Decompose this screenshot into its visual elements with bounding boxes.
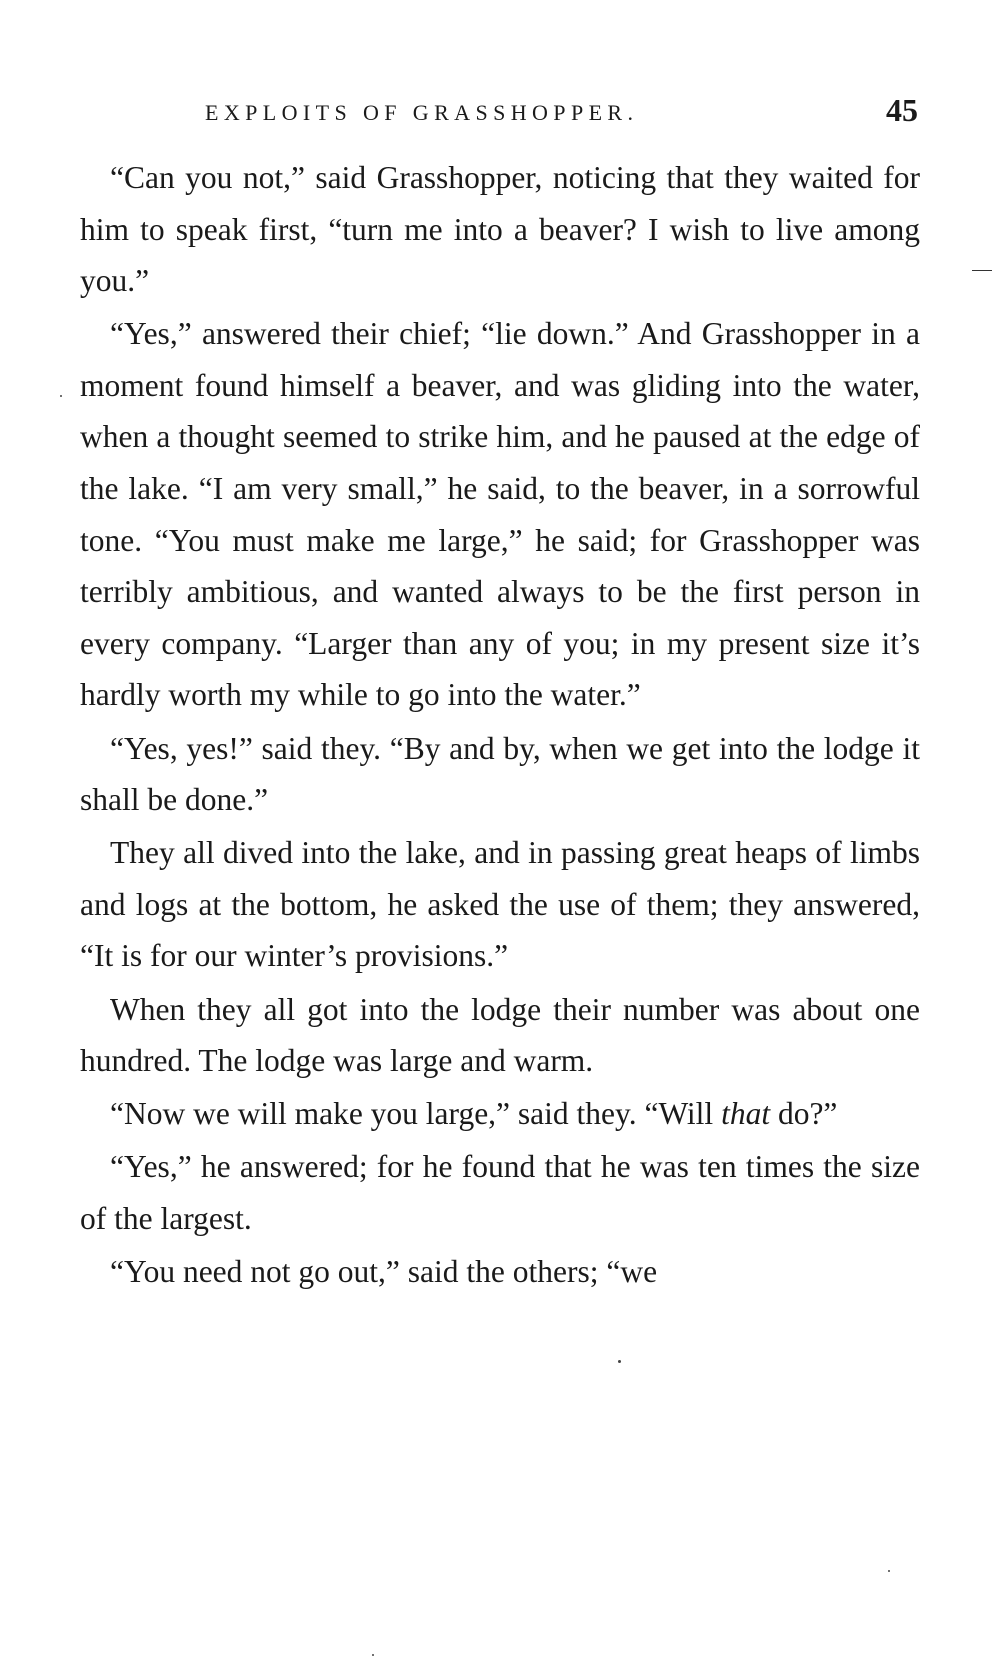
paragraph: “You need not go out,” said the others; “we (110, 1253, 658, 1289)
margin-mark (972, 270, 992, 271)
paragraph-text: “Now we will make you large,” said they. “Will (110, 1096, 722, 1132)
paragraph: “Yes,” answered their chief; “lie down.” And Grasshopper in a moment found himself a beaver, and was gliding into the water, when a thought seemed to strike him, and he paused at the edge of the lake. “I am very small,” he said, to the beaver, in a sorrowful tone. “You must make me large,” he said; for Grasshopper was terribly ambitious, and wanted always to be the first person in every company. “Larger than any of you; in my present size it’s hardly worth my while to go into the water.” (80, 316, 920, 713)
ink-speck (888, 1570, 890, 1572)
italic-word: that (721, 1096, 771, 1132)
body-text (80, 152, 920, 1299)
running-title: EXPLOITS OF GRASSHOPPER. (205, 100, 639, 125)
ink-speck (372, 1654, 374, 1656)
page-number: 45 (886, 92, 918, 128)
paragraph: “Yes, yes!” said they. “By and by, when we get into the lodge it shall be done.” (80, 730, 920, 818)
paragraph: “Yes,” he answered; for he found that he was ten times the size of the largest. (80, 1149, 920, 1236)
paragraph-text: do?” (770, 1096, 838, 1132)
running-head (80, 92, 920, 136)
ink-speck (60, 395, 62, 397)
paragraph: When they all got into the lodge their number was about one hundred. The lodge was large and warm. (80, 991, 920, 1079)
paragraph (80, 1088, 920, 1140)
paragraph: They all dived into the lake, and in passing great heaps of limbs and logs at the bottom, he asked the use of them; they answered, “It is for our winter’s provisions.” (80, 835, 920, 974)
ink-speck (618, 1360, 621, 1363)
paragraph: “Can you not,” said Grasshopper, noticing that they waited for him to speak first, “turn me into a beaver? I wish to live among you.” (80, 160, 920, 299)
